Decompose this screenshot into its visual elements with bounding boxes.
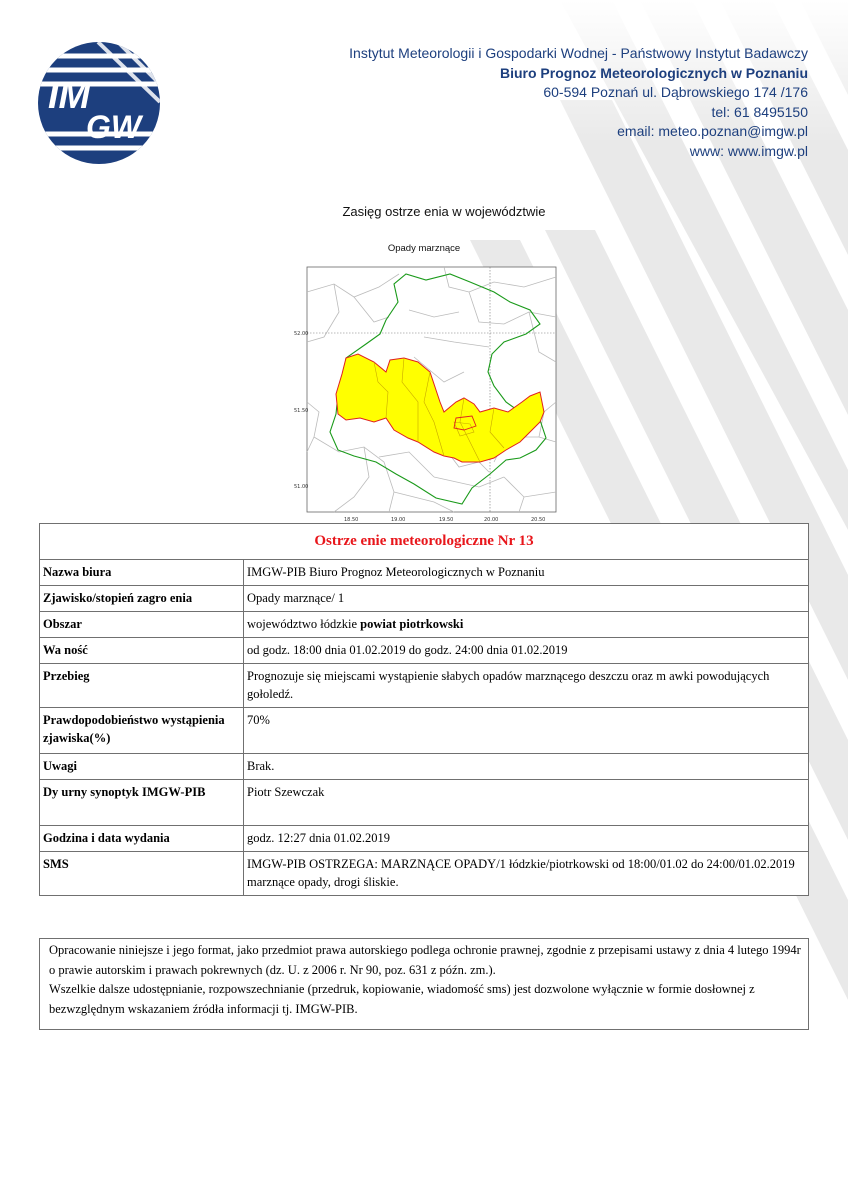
logo-text-bottom: GW <box>86 109 142 145</box>
forecaster-label: Dy urny synoptyk IMGW-PIB <box>40 780 244 826</box>
table-row <box>40 852 809 896</box>
table-row <box>40 586 809 612</box>
table-row <box>40 560 809 586</box>
probability-value: 70% <box>244 708 809 754</box>
area-value <box>244 612 809 638</box>
lon-label-19: 19.00 <box>391 517 406 523</box>
forecaster-value: Piotr Szewczak <box>244 780 809 826</box>
warning-title-row <box>40 524 809 560</box>
warning-table <box>39 523 809 896</box>
map-title: Zasięg ostrze enia w województwie <box>342 204 546 219</box>
probability-label: Prawdopodobieństwo wystąpienia zjawiska(%) <box>40 708 244 754</box>
imgw-logo <box>38 42 160 164</box>
sms-value: IMGW-PIB OSTRZEGA: MARZNĄCE OPADY/1 łódzkie/piotrkowski od 18:00/01.02 do 24:00/01.02.2019 marznące opady, drogi śliskie. <box>244 852 809 896</box>
phenomenon-value: Opady marznące/ 1 <box>244 586 809 612</box>
table-row <box>40 664 809 708</box>
remarks-value: Brak. <box>244 754 809 780</box>
copyright-paragraph-2: Wszelkie dalsze udostępnianie, rozpowszechnianie (przedruk, kopiowanie, wiadomość sms) jest dozwolone wyłącznie w formie dosłownej z bezwzględnym wskazaniem źródła informacji tj. IMGW-PIB. <box>49 982 755 1016</box>
office-email: email: meteo.poznan@imgw.pl <box>617 123 808 140</box>
sms-label: SMS <box>40 852 244 896</box>
copyright-notice <box>39 938 809 1030</box>
area-label: Obszar <box>40 612 244 638</box>
lon-label-19-5: 19.50 <box>439 517 454 523</box>
table-row <box>40 612 809 638</box>
office-value: IMGW-PIB Biuro Prognoz Meteorologicznych w Poznaniu <box>244 560 809 586</box>
remarks-label: Uwagi <box>40 754 244 780</box>
table-row <box>40 754 809 780</box>
lat-label-51-5: 51.50 <box>294 408 309 414</box>
map-subtitle: Opady marznące <box>387 243 461 254</box>
warning-title: Ostrze enie meteorologiczne Nr 13 <box>40 524 809 560</box>
office-name: Biuro Prognoz Meteorologicznych w Poznaniu <box>499 64 808 81</box>
area-district: powiat piotrkowski <box>360 617 464 631</box>
lat-label-52: 52.00 <box>294 331 309 337</box>
course-label: Przebieg <box>40 664 244 708</box>
office-phone: tel: 61 8495150 <box>711 103 808 120</box>
logo-text-top: IM <box>48 75 91 117</box>
table-row <box>40 708 809 754</box>
lat-label-51: 51.00 <box>294 484 309 490</box>
issued-value: godz. 12:27 dnia 01.02.2019 <box>244 826 809 852</box>
office-header <box>349 44 808 162</box>
issued-label: Godzina i data wydania <box>40 826 244 852</box>
lon-label-18-5: 18.50 <box>344 517 359 523</box>
table-row <box>40 780 809 826</box>
lon-label-20: 20.00 <box>484 517 499 523</box>
validity-value: od godz. 18:00 dnia 01.02.2019 do godz. 24:00 dnia 01.02.2019 <box>244 638 809 664</box>
institute-name: Instytut Meteorologii i Gospodarki Wodnej - Państwowy Instytut Badawczy <box>349 45 808 61</box>
validity-label: Wa ność <box>40 638 244 664</box>
course-value: Prognozuje się miejscami wystąpienie słabych opadów marznącego deszczu oraz m awki powodujących gołoledź. <box>244 664 809 708</box>
office-label: Nazwa biura <box>40 560 244 586</box>
area-voivodeship: województwo łódzkie <box>247 617 361 631</box>
phenomenon-label: Zjawisko/stopień zagro enia <box>40 586 244 612</box>
table-row <box>40 826 809 852</box>
office-website: www: www.imgw.pl <box>689 142 808 159</box>
table-row <box>40 638 809 664</box>
lon-label-20-5: 20.50 <box>531 517 546 523</box>
office-address: 60-594 Poznań ul. Dąbrowskiego 174 /176 <box>543 84 808 101</box>
copyright-paragraph-1: Opracowanie niniejsze i jego format, jako przedmiot prawa autorskiego podlega ochronie prawnej, zgodnie z przepisami ustawy z dnia 4 lutego 1994r o prawie autorskim i prawach pokrewnych (dz. U. z 2006 r. Nr 90, poz. 631 z późn. zm.). <box>49 943 801 977</box>
warning-area-map <box>294 262 564 526</box>
